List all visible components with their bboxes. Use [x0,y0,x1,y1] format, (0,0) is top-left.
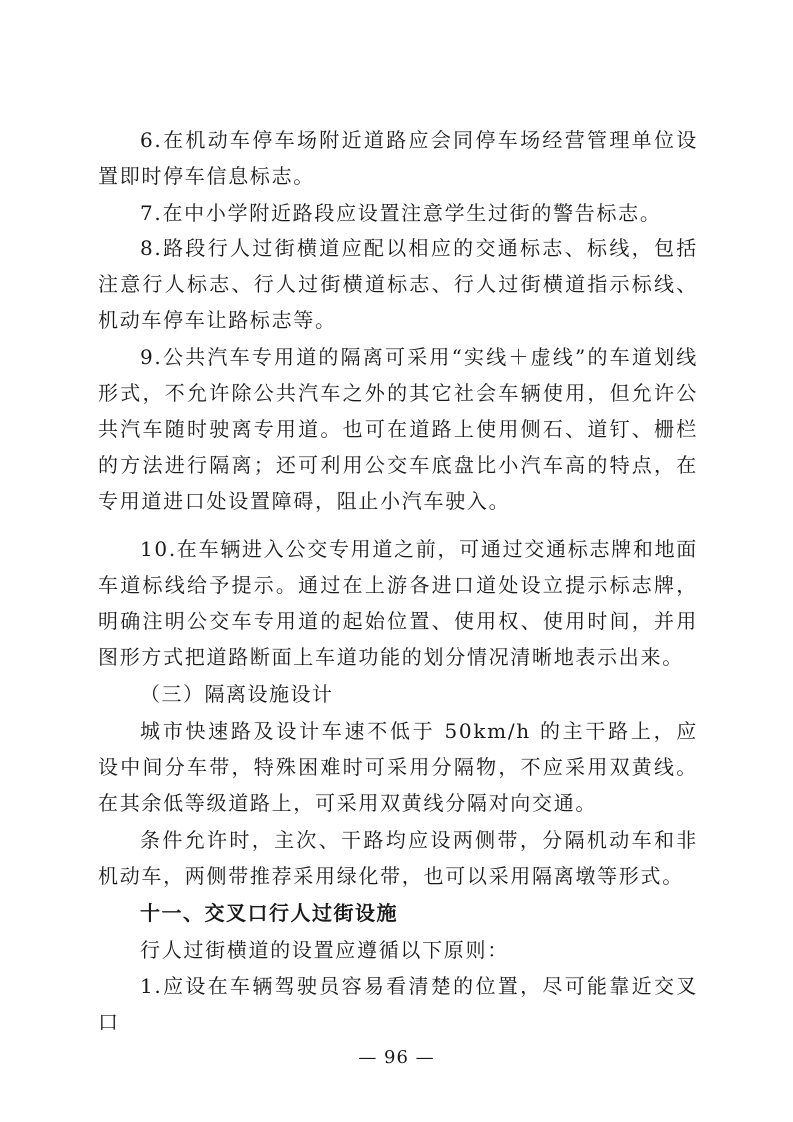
paragraph-isolation-side-strips: 条件允许时，主次、干路均应设两侧带，分隔机动车和非机动车，两侧带推荐采用绿化带，也可以采用隔离墩等形式。 [98,828,698,888]
paragraph-item-7: 7.在中小学附近路段应设置注意学生过街的警告标志。 [140,201,662,225]
section-heading-isolation-design: （三）隔离设施设计 [140,682,334,706]
paragraph-principles-intro: 行人过街横道的设置应遵循以下原则： [140,938,509,962]
paragraph-item-8: 8.路段行人过街横道应配以相应的交通标志、标线，包括注意行人标志、行人过街横道标志、行人过街横道指示标线、机动车停车让路标志等。 [98,236,698,332]
paragraph-item-10: 10.在车辆进入公交专用道之前，可通过交通标志牌和地面车道标线给予提示。通过在上游各进口道处设立提示标志牌，明确注明公交车专用道的起始位置、使用权、使用时间，并用图形方式把道路断面上车道功能的划分情况清晰地表示出来。 [98,537,698,669]
paragraph-rule-1: 1.应设在车辆驾驶员容易看清楚的位置，尽可能靠近交叉口 [98,974,698,1034]
chapter-heading-intersection-crossing: 十一、交叉口行人过街设施 [140,901,398,925]
paragraph-item-6: 6.在机动车停车场附近道路应会同停车场经营管理单位设置即时停车信息标志。 [98,128,698,188]
page-number: — 96 — [358,1047,435,1068]
paragraph-isolation-median: 城市快速路及设计车速不低于 50km/h 的主干路上，应设中间分车带，特殊困难时可采用分隔物，不应采用双黄线。在其余低等级道路上，可采用双黄线分隔对向交通。 [98,719,698,815]
paragraph-item-9: 9.公共汽车专用道的隔离可采用“实线＋虚线”的车道划线形式，不允许除公共汽车之外的其它社会车辆使用，但允许公共汽车随时驶离专用道。也可在道路上使用侧石、道钉、栅栏的方法进行隔离；还可利用公交车底盘比小汽车高的特点，在专用道进口处设置障碍，阻止小汽车驶入。 [98,345,698,513]
